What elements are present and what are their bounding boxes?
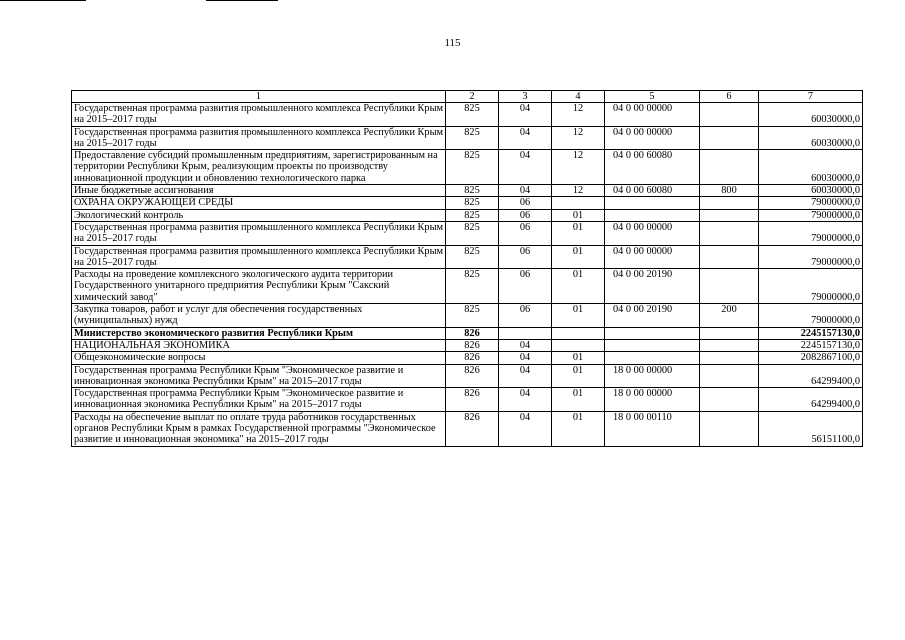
amount-cell: 79000000,0 bbox=[759, 209, 863, 221]
grbs-code-cell: 825 bbox=[446, 197, 499, 209]
expense-type-cell bbox=[700, 339, 759, 351]
grbs-code-cell: 826 bbox=[446, 352, 499, 364]
section-code-cell: 04 bbox=[499, 150, 552, 185]
expense-type-cell bbox=[700, 327, 759, 339]
grbs-code-cell: 825 bbox=[446, 185, 499, 197]
row-name-cell: Иные бюджетные ассигнования bbox=[72, 185, 446, 197]
amount-cell: 60030000,0 bbox=[759, 126, 863, 150]
amount-cell: 64299400,0 bbox=[759, 364, 863, 388]
grbs-code-cell: 825 bbox=[446, 103, 499, 127]
section-code-cell bbox=[499, 327, 552, 339]
target-article-cell bbox=[605, 197, 700, 209]
grbs-code-cell: 826 bbox=[446, 364, 499, 388]
header-cell: 3 bbox=[499, 91, 552, 103]
header-cell: 2 bbox=[446, 91, 499, 103]
amount-cell: 79000000,0 bbox=[759, 269, 863, 304]
expense-type-cell bbox=[700, 126, 759, 150]
subsection-code-cell: 12 bbox=[552, 126, 605, 150]
target-article-cell: 04 0 00 20190 bbox=[605, 269, 700, 304]
expense-type-cell: 800 bbox=[700, 185, 759, 197]
section-code-cell: 06 bbox=[499, 209, 552, 221]
grbs-code-cell: 825 bbox=[446, 126, 499, 150]
amount-cell: 79000000,0 bbox=[759, 221, 863, 245]
section-code-cell: 06 bbox=[499, 197, 552, 209]
section-code-cell: 06 bbox=[499, 245, 552, 269]
subsection-code-cell: 01 bbox=[552, 411, 605, 446]
expense-type-cell: 200 bbox=[700, 304, 759, 328]
page-number: 115 bbox=[444, 37, 461, 49]
target-article-cell bbox=[605, 209, 700, 221]
table-row bbox=[72, 388, 863, 412]
top-rule-left bbox=[0, 0, 86, 1]
section-code-cell: 06 bbox=[499, 304, 552, 328]
target-article-cell: 04 0 00 00000 bbox=[605, 245, 700, 269]
table-row bbox=[72, 150, 863, 185]
table-row bbox=[72, 364, 863, 388]
amount-cell: 79000000,0 bbox=[759, 245, 863, 269]
grbs-code-cell: 825 bbox=[446, 209, 499, 221]
expense-type-cell bbox=[700, 150, 759, 185]
amount-cell: 2245157130,0 bbox=[759, 339, 863, 351]
subsection-code-cell bbox=[552, 339, 605, 351]
subsection-code-cell: 12 bbox=[552, 150, 605, 185]
subsection-code-cell: 01 bbox=[552, 352, 605, 364]
row-name-cell: Государственная программа Республики Крым "Экономическое развитие и инновационная экономика Республики Крым" на 2015–2017 годы bbox=[72, 364, 446, 388]
expense-type-cell bbox=[700, 197, 759, 209]
amount-cell: 79000000,0 bbox=[759, 304, 863, 328]
section-code-cell: 04 bbox=[499, 364, 552, 388]
expense-type-cell bbox=[700, 209, 759, 221]
table-row bbox=[72, 352, 863, 364]
target-article-cell: 04 0 00 00000 bbox=[605, 103, 700, 127]
target-article-cell: 04 0 00 00000 bbox=[605, 126, 700, 150]
section-code-cell: 04 bbox=[499, 339, 552, 351]
target-article-cell: 18 0 00 00000 bbox=[605, 364, 700, 388]
target-article-cell bbox=[605, 327, 700, 339]
section-code-cell: 04 bbox=[499, 126, 552, 150]
row-name-cell: Государственная программа развития промышленного комплекса Республики Крым на 2015–2017 годы bbox=[72, 126, 446, 150]
row-name-cell: Экологический контроль bbox=[72, 209, 446, 221]
subsection-code-cell: 12 bbox=[552, 103, 605, 127]
section-code-cell: 06 bbox=[499, 269, 552, 304]
row-name-cell: ОХРАНА ОКРУЖАЮЩЕЙ СРЕДЫ bbox=[72, 197, 446, 209]
amount-cell: 2245157130,0 bbox=[759, 327, 863, 339]
target-article-cell: 04 0 00 60080 bbox=[605, 150, 700, 185]
header-cell: 4 bbox=[552, 91, 605, 103]
section-code-cell: 04 bbox=[499, 388, 552, 412]
amount-cell: 2082867100,0 bbox=[759, 352, 863, 364]
amount-cell: 79000000,0 bbox=[759, 197, 863, 209]
budget-table bbox=[71, 90, 863, 447]
grbs-code-cell: 826 bbox=[446, 388, 499, 412]
subsection-code-cell: 01 bbox=[552, 209, 605, 221]
subsection-code-cell bbox=[552, 197, 605, 209]
row-name-cell: Расходы на обеспечение выплат по оплате труда работников государственных органов Республики Крым в рамках Государственной программы "Экономическое развитие и инновационная экономика" на 2015–2017 годы bbox=[72, 411, 446, 446]
expense-type-cell bbox=[700, 364, 759, 388]
table-row bbox=[72, 103, 863, 127]
expense-type-cell bbox=[700, 411, 759, 446]
table-row bbox=[72, 339, 863, 351]
expense-type-cell bbox=[700, 221, 759, 245]
table-row bbox=[72, 126, 863, 150]
table-row bbox=[72, 269, 863, 304]
row-name-cell: Предоставление субсидий промышленным предприятиям, зарегистрированным на территории Республики Крым, реализующим проекты по производству инновационной продукции и обновлению технологического парка bbox=[72, 150, 446, 185]
grbs-code-cell: 825 bbox=[446, 269, 499, 304]
section-code-cell: 04 bbox=[499, 103, 552, 127]
expense-type-cell bbox=[700, 245, 759, 269]
grbs-code-cell: 825 bbox=[446, 150, 499, 185]
table-row bbox=[72, 411, 863, 446]
amount-cell: 56151100,0 bbox=[759, 411, 863, 446]
target-article-cell: 04 0 00 20190 bbox=[605, 304, 700, 328]
table-row bbox=[72, 185, 863, 197]
amount-cell: 60030000,0 bbox=[759, 103, 863, 127]
row-name-cell: Государственная программа развития промышленного комплекса Республики Крым на 2015–2017 годы bbox=[72, 103, 446, 127]
table-row bbox=[72, 327, 863, 339]
subsection-code-cell: 01 bbox=[552, 269, 605, 304]
section-code-cell: 06 bbox=[499, 221, 552, 245]
subsection-code-cell: 01 bbox=[552, 388, 605, 412]
header-cell: 6 bbox=[700, 91, 759, 103]
table-row bbox=[72, 221, 863, 245]
target-article-cell: 04 0 00 00000 bbox=[605, 221, 700, 245]
table-row bbox=[72, 209, 863, 221]
header-cell: 1 bbox=[72, 91, 446, 103]
subsection-code-cell: 12 bbox=[552, 185, 605, 197]
amount-cell: 60030000,0 bbox=[759, 185, 863, 197]
header-cell: 7 bbox=[759, 91, 863, 103]
target-article-cell: 18 0 00 00000 bbox=[605, 388, 700, 412]
target-article-cell bbox=[605, 339, 700, 351]
subsection-code-cell: 01 bbox=[552, 221, 605, 245]
expense-type-cell bbox=[700, 269, 759, 304]
grbs-code-cell: 826 bbox=[446, 327, 499, 339]
table-row bbox=[72, 304, 863, 328]
expense-type-cell bbox=[700, 388, 759, 412]
subsection-code-cell bbox=[552, 327, 605, 339]
row-name-cell: Общеэкономические вопросы bbox=[72, 352, 446, 364]
grbs-code-cell: 825 bbox=[446, 245, 499, 269]
row-name-cell: Расходы на проведение комплексного экологического аудита территории Государственного унитарного предприятия Республики Крым "Сакский химический завод" bbox=[72, 269, 446, 304]
table-row bbox=[72, 197, 863, 209]
grbs-code-cell: 826 bbox=[446, 339, 499, 351]
subsection-code-cell: 01 bbox=[552, 364, 605, 388]
expense-type-cell bbox=[700, 352, 759, 364]
header-row bbox=[72, 91, 863, 103]
section-code-cell: 04 bbox=[499, 411, 552, 446]
grbs-code-cell: 825 bbox=[446, 221, 499, 245]
row-name-cell: Государственная программа развития промышленного комплекса Республики Крым на 2015–2017 годы bbox=[72, 221, 446, 245]
amount-cell: 64299400,0 bbox=[759, 388, 863, 412]
expense-type-cell bbox=[700, 103, 759, 127]
header-cell: 5 bbox=[605, 91, 700, 103]
row-name-cell: НАЦИОНАЛЬНАЯ ЭКОНОМИКА bbox=[72, 339, 446, 351]
grbs-code-cell: 826 bbox=[446, 411, 499, 446]
section-code-cell: 04 bbox=[499, 185, 552, 197]
subsection-code-cell: 01 bbox=[552, 304, 605, 328]
grbs-code-cell: 825 bbox=[446, 304, 499, 328]
row-name-cell: Министерство экономического развития Республики Крым bbox=[72, 327, 446, 339]
target-article-cell: 04 0 00 60080 bbox=[605, 185, 700, 197]
table-row bbox=[72, 245, 863, 269]
row-name-cell: Закупка товаров, работ и услуг для обеспечения государственных (муниципальных) нужд bbox=[72, 304, 446, 328]
section-code-cell: 04 bbox=[499, 352, 552, 364]
target-article-cell bbox=[605, 352, 700, 364]
subsection-code-cell: 01 bbox=[552, 245, 605, 269]
row-name-cell: Государственная программа развития промышленного комплекса Республики Крым на 2015–2017 годы bbox=[72, 245, 446, 269]
row-name-cell: Государственная программа Республики Крым "Экономическое развитие и инновационная экономика Республики Крым" на 2015–2017 годы bbox=[72, 388, 446, 412]
target-article-cell: 18 0 00 00110 bbox=[605, 411, 700, 446]
top-rule-right bbox=[206, 0, 278, 1]
amount-cell: 60030000,0 bbox=[759, 150, 863, 185]
